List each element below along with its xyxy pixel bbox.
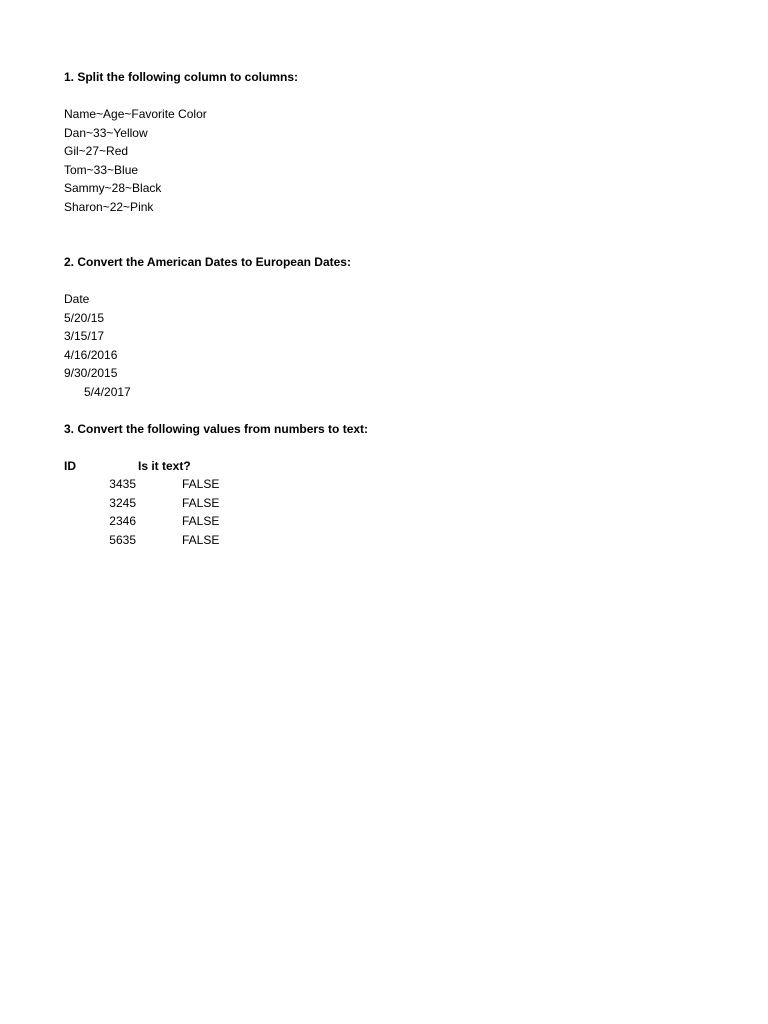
id-cell: 3435 xyxy=(109,477,136,491)
split-row: Sharon~22~Pink xyxy=(64,199,154,214)
section3-heading: 3. Convert the following values from numbers to text: xyxy=(64,421,369,436)
date-cell: 9/30/2015 xyxy=(64,366,118,380)
date-cell: 4/16/2016 xyxy=(64,347,118,362)
split-row: Tom~33~Blue xyxy=(64,162,139,177)
is-text-column-header: Is it text? xyxy=(138,458,191,473)
date-cell: 5/20/15 xyxy=(64,310,105,325)
table-header-row xyxy=(64,457,744,476)
date-cell-right-aligned: 5/4/2017 xyxy=(84,384,131,399)
split-row: Dan~33~Yellow xyxy=(64,125,148,140)
id-column-header: ID xyxy=(64,458,76,473)
split-row-header: Name~Age~Favorite Color xyxy=(64,107,207,121)
split-row: Gil~27~Red xyxy=(64,144,129,158)
id-cell: 5635 xyxy=(109,532,136,547)
section2-heading: 2. Convert the American Dates to European Dates: xyxy=(64,255,351,269)
id-cell: 3245 xyxy=(109,495,136,510)
spreadsheet-page xyxy=(64,68,744,549)
is-text-cell: FALSE xyxy=(182,532,220,547)
date-column-header: Date xyxy=(64,292,90,306)
is-text-cell: FALSE xyxy=(182,514,220,528)
section1-heading: 1. Split the following column to columns: xyxy=(64,70,298,84)
table-row xyxy=(64,531,744,550)
date-cell: 3/15/17 xyxy=(64,329,105,343)
is-text-cell: FALSE xyxy=(182,495,220,510)
table-row xyxy=(64,494,744,513)
split-row: Sammy~28~Black xyxy=(64,181,162,195)
table-row xyxy=(64,512,744,531)
table-row xyxy=(64,475,744,494)
id-cell: 2346 xyxy=(109,514,136,528)
is-text-cell: FALSE xyxy=(182,477,220,491)
